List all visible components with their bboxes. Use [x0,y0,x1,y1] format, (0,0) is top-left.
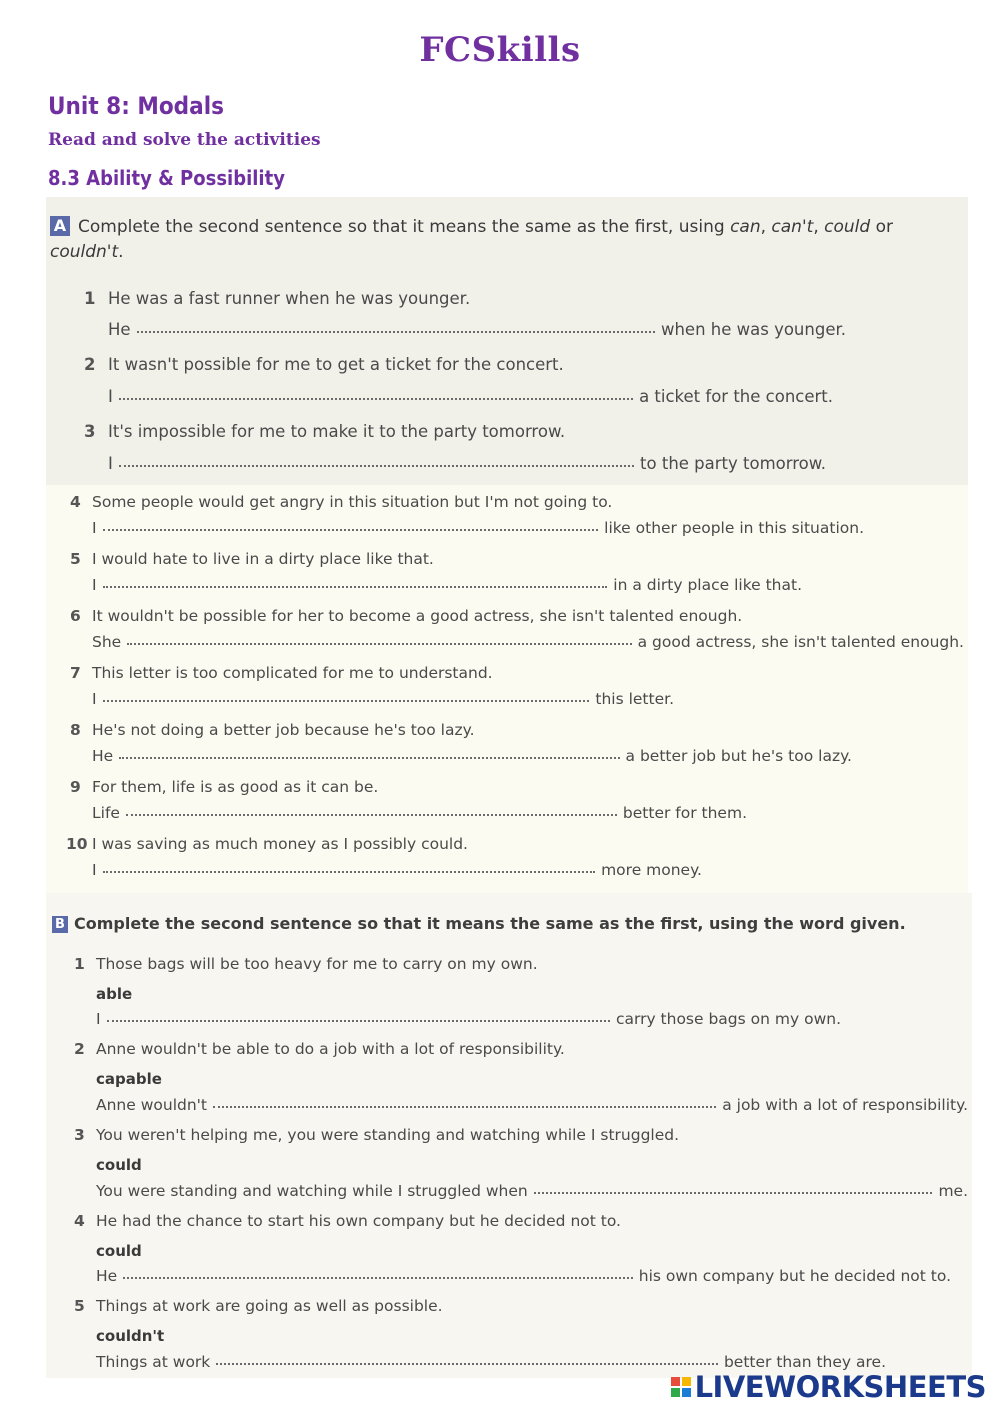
exercise-b-question-5: 5 Things at work are going as well as possible. [74,1297,443,1315]
exercise-a-question-5: 5 I would hate to live in a dirty place like that. [70,550,434,568]
answer-blank[interactable] [127,643,631,645]
exercise-a-answer-line-10[interactable]: I more money. [92,861,702,879]
exercise-a-panel-top [46,197,968,485]
exercise-a-answer-line-1[interactable]: He when he was younger. [108,320,846,339]
exercise-a-question-4: 4 Some people would get angry in this situation but I'm not going to. [70,493,613,511]
keyword-could: could [96,1156,142,1174]
exercise-a-question-6: 6 It wouldn't be possible for her to become a good actress, she isn't talented enough. [70,607,743,625]
exercise-a-instruction: A Complete the second sentence so that it means the same as the first, using can, can't, could or couldn't. [50,216,893,262]
exercise-b-answer-line-1[interactable]: I carry those bags on my own. [96,1010,841,1028]
answer-blank[interactable] [107,1020,610,1022]
liveworksheets-icon [671,1377,691,1397]
exercise-b-question-3: 3 You weren't helping me, you were standing and watching while I struggled. [74,1126,680,1144]
keyword-couldnt: couldn't [96,1327,165,1345]
section-title: 8.3 Ability & Possibility [48,166,285,190]
exercise-a-question-3: 3 It's impossible for me to make it to the party tomorrow. [84,422,566,441]
answer-blank[interactable] [213,1106,716,1108]
keyword-could-2: could [96,1242,142,1260]
exercise-a-answer-line-6[interactable]: She a good actress, she isn't talented enough. [92,633,964,651]
exercise-a-answer-line-3[interactable]: I to the party tomorrow. [108,454,826,473]
brand-title: FCSkills [419,30,581,70]
exercise-a-answer-line-2[interactable]: I a ticket for the concert. [108,387,833,406]
exercise-a-answer-line-9[interactable]: Life better for them. [92,804,747,822]
answer-blank[interactable] [103,529,599,531]
keyword-capable: capable [96,1070,162,1088]
answer-blank[interactable] [123,1277,633,1279]
answer-blank[interactable] [126,814,617,816]
exercise-a-question-1: 1 He was a fast runner when he was younger. [84,289,471,308]
answer-blank[interactable] [216,1363,718,1365]
exercise-b-question-4: 4 He had the chance to start his own company but he decided not to. [74,1212,621,1230]
exercise-a-answer-line-4[interactable]: I like other people in this situation. [92,519,864,537]
exercise-a-question-7: 7 This letter is too complicated for me to understand. [70,664,493,682]
keyword-able: able [96,985,133,1003]
unit-title: Unit 8: Modals [48,92,224,120]
answer-blank[interactable] [103,700,590,702]
exercise-b-answer-line-5[interactable]: Things at work better than they are. [96,1353,886,1371]
exercise-a-panel-bottom [46,485,968,893]
exercise-a-answer-line-7[interactable]: I this letter. [92,690,674,708]
exercise-letter-a: A [50,216,70,236]
exercise-a-question-9: 9 For them, life is as good as it can be. [70,778,379,796]
exercise-b-answer-line-4[interactable]: He his own company but he decided not to. [96,1267,951,1285]
exercise-b-answer-line-3[interactable]: You were standing and watching while I struggled when me. [96,1182,968,1200]
exercise-b-question-2: 2 Anne wouldn't be able to do a job with a lot of responsibility. [74,1040,565,1058]
exercise-a-answer-line-5[interactable]: I in a dirty place like that. [92,576,802,594]
exercise-b-instruction: B Complete the second sentence so that it means the same as the first, using the word given. [52,911,906,936]
answer-blank[interactable] [119,757,619,759]
exercise-a-answer-line-8[interactable]: He a better job but he's too lazy. [92,747,852,765]
answer-blank[interactable] [119,465,634,467]
exercise-b-question-1: 1 Those bags will be too heavy for me to carry on my own. [74,955,538,973]
answer-blank[interactable] [119,398,633,400]
liveworksheets-logo: LIVEWORKSHEETS [671,1370,986,1404]
answer-blank[interactable] [534,1192,933,1194]
exercise-letter-b: B [52,916,68,933]
exercise-a-question-8: 8 He's not doing a better job because he's too lazy. [70,721,475,739]
exercise-a-question-10: 10 I was saving as much money as I possibly could. [66,835,468,853]
exercise-a-question-2: 2 It wasn't possible for me to get a ticket for the concert. [84,355,564,374]
answer-blank[interactable] [137,331,655,333]
instruction-line: Read and solve the activities [48,130,321,150]
answer-blank[interactable] [103,586,608,588]
answer-blank[interactable] [103,871,596,873]
exercise-b-panel [46,893,972,1378]
exercise-b-answer-line-2[interactable]: Anne wouldn't a job with a lot of responsibility. [96,1096,968,1114]
